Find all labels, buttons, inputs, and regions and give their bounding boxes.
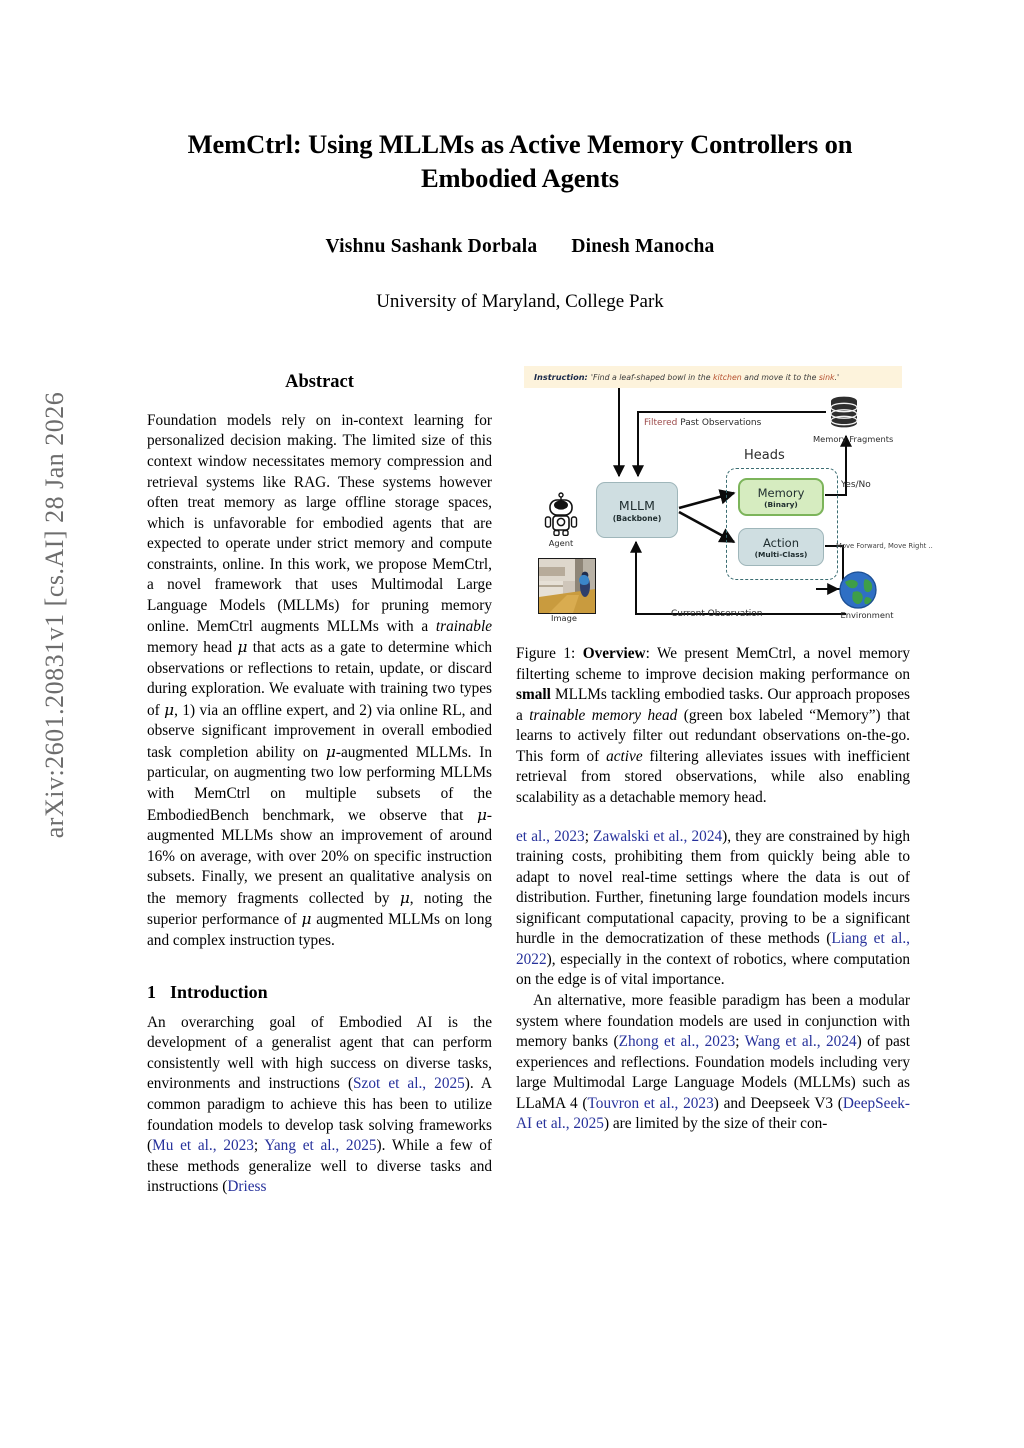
citation-link[interactable]: Zhong et al., 2023 (618, 1033, 736, 1051)
abstract-heading: Abstract (285, 372, 354, 392)
instruction-text-a: 'Find a leaf-shaped bowl in the (590, 372, 713, 382)
introduction-section (147, 980, 492, 1198)
abstract-paragraph (147, 411, 492, 952)
filtered-past-observations-label (644, 418, 761, 429)
citation-link[interactable]: et al., 2023 (516, 827, 585, 845)
mllm-backbone-box[interactable] (596, 482, 678, 538)
section-number: 1 (147, 981, 156, 1002)
figure-caption-t1: : We present MemCtrl, a novel memory filterting scheme to improve decision making performance on (516, 645, 910, 683)
robot-agent-icon (544, 492, 578, 536)
sep: ; (584, 827, 594, 845)
author-list (130, 236, 910, 258)
right-text-c: ), especially in the context of robotics, where computation on the edge is of vital importance. (516, 950, 910, 989)
author-name: Vishnu Sashank Dorbala (325, 235, 538, 257)
mu-symbol: μ (476, 805, 487, 824)
right-text-p2b: ) of past experiences and reflections. Foundation models including very large Multimodal Large Language Models (MLLMs) such as LLaMA 4 ( (516, 1033, 910, 1112)
globe-environment-icon (838, 570, 878, 610)
citation-link[interactable]: Szot et al., 2025 (353, 1075, 465, 1093)
figure-caption-prefix: Figure 1: (516, 645, 583, 662)
past-observations-word: Past Observations (677, 418, 762, 428)
action-head-box[interactable] (738, 528, 824, 566)
memory-fragments-label: Memory Fragments (813, 434, 894, 444)
memory-head-box[interactable] (738, 478, 824, 516)
memory-title: Memory (757, 485, 805, 500)
figure-caption-t2: MLLMs tackling embodied tasks. Our approach proposes a (516, 686, 910, 724)
mllm-subtitle: (Backbone) (612, 513, 662, 523)
mllm-title: MLLM (618, 497, 656, 513)
right-text-p2d: ) are limited by the size of their con- (603, 1115, 828, 1133)
figure-caption-bold-overview: Overview (582, 645, 646, 662)
abstract-text-b: memory head (147, 639, 238, 657)
mu-symbol: μ (325, 742, 336, 761)
section-title: Introduction (170, 981, 268, 1002)
action-subtitle: (Multi-Class) (754, 549, 808, 559)
mu-symbol: μ (301, 910, 312, 929)
figure-caption-bold-small: small (516, 686, 551, 704)
observation-thumbnail (538, 558, 596, 614)
instruction-highlight-kitchen: kitchen (712, 372, 742, 382)
figure-diagram (516, 362, 933, 634)
figure-caption-t4: filtering alleviates issues with inefficient retrieval from stored observations, while also enabling scalability as a detachable memory head. (516, 747, 910, 806)
figure-caption-italic-active: active (606, 747, 643, 765)
yes-no-label: Yes/No (841, 480, 871, 490)
intro-sep: ; (253, 1137, 265, 1155)
mu-symbol: μ (399, 888, 410, 907)
figure-caption-italic-head: trainable memory head (529, 706, 678, 724)
introduction-heading (147, 980, 492, 1004)
action-title: Action (762, 535, 800, 550)
abstract-text-a: Foundation models rely on in-context learning for personalized decision making. The limited size of this context window necessitates memory compression and retrieval systems like RAG. These systems however often treat memory as large offline storage spaces, which is unfavorable for embodied agents that are expected to operate under strict memory and compute constraints, online. In this work, we propose MemCtrl, a novel framework that uses Multimodal Large Language Models (MLLMs) for pruning memory online. MemCtrl augments MLLMs with a (147, 411, 492, 635)
sep: ; (735, 1033, 745, 1051)
image-label: Image (551, 613, 577, 623)
citation-link[interactable]: DeepSeek-AI et al., 2025 (516, 1094, 910, 1133)
figure-caption-t3: (green box labeled “Memory”) that learns to actively filter out redundant observations on-the-go. This form of (516, 706, 910, 765)
abstract-text-g: , noting the superior performance of (147, 889, 493, 929)
database-icon (826, 396, 862, 430)
abstract-text-c: that acts as a gate to determine which observations or reflections to retain, update, or discard during exploration. We evaluate with training two types of (147, 639, 492, 719)
left-column (147, 370, 492, 1198)
memory-subtitle: (Binary) (764, 499, 798, 509)
abstract-text-e: -augmented MLLMs. In particular, on augmenting two low performing MLLMs with MemCtrl on multiple subsets of the EmbodiedBench benchmark, we observe that (147, 743, 492, 824)
author-name: Dinesh Manocha (571, 235, 715, 257)
intro-text-a: An overarching goal of Embodied AI is the development of a generalist agent that can perform consistently well with high success on diverse tasks, environments and instructions ( (147, 1013, 492, 1093)
citation-link[interactable]: Yang et al., 2025 (264, 1137, 377, 1155)
action-outputs-label: Move Forward, Move Right .. (836, 542, 933, 550)
intro-text-b: ). A common paradigm to achieve this has been to utilize foundation models to develop task solving frameworks ( (147, 1075, 492, 1155)
intro-text-d: ). While a few of these methods generalize well to diverse tasks and instructions ( (147, 1137, 492, 1196)
instruction-text-b: and move it to the (741, 372, 819, 382)
citation-link[interactable]: Touvron et al., 2023 (587, 1094, 714, 1112)
right-text-p2a: An alternative, more feasible paradigm has been a modular system where foundation models are used in conjunction with memory banks ( (516, 992, 910, 1051)
introduction-paragraph (147, 1013, 492, 1198)
abstract-text-h: augmented MLLMs on long and complex instruction types. (147, 911, 492, 949)
arxiv-stamp: arXiv:2601.20831v1 [cs.AI] 28 Jan 2026 (40, 391, 69, 839)
right-text-b: ), they are constrained by high training costs, prohibiting them from quickly being able to adapt to novel real-time settings where the data is out of distribution. Further, finetuning large foundation models incurs significant computational capacity, proving to be a significant hurdle in the democratization of these methods ( (516, 827, 910, 948)
filtered-word: Filtered (644, 418, 678, 428)
abstract-text-f: -augmented MLLMs show an improvement of around 16% on average, with over 20% on specific instruction subsets. Finally, we present an qualitative analysis on the memory fragments collected by (147, 806, 492, 907)
right-column-body (516, 827, 910, 1135)
right-paragraph-1 (516, 827, 910, 992)
abstract-italic-trainable: trainable (435, 617, 492, 635)
heads-label: Heads (744, 448, 785, 463)
figure-caption (516, 644, 910, 809)
instruction-highlight-sink: sink (818, 372, 835, 382)
right-paragraph-2 (516, 991, 910, 1135)
figure-1 (516, 362, 933, 1135)
environment-label: Environment (840, 610, 894, 620)
page-title: MemCtrl: Using MLLMs as Active Memory Controllers on Embodied Agents (187, 129, 853, 193)
citation-link[interactable]: Wang et al., 2024 (744, 1033, 857, 1051)
agent-label: Agent (548, 538, 574, 548)
citation-link[interactable]: Zawalski et al., 2024 (593, 827, 723, 845)
current-observation-label: Current Observation (671, 609, 763, 619)
citation-link[interactable]: Liang et al., 2022 (516, 930, 910, 968)
citation-link[interactable]: Driess (227, 1178, 267, 1196)
citation-link[interactable]: Mu et al., 2023 (152, 1137, 254, 1155)
mu-symbol: μ (164, 700, 175, 719)
title-block (130, 128, 910, 313)
abstract-text-d: , 1) via an offline expert, and 2) via online RL, and observe significant improvement in overall embodied task completion ability on (147, 701, 492, 761)
mu-symbol: μ (237, 638, 248, 657)
instruction-label: Instruction: (534, 372, 588, 382)
instruction-text-c: .' (834, 372, 840, 382)
affiliation: University of Maryland, College Park (376, 290, 664, 312)
right-text-p2c: ) and Deepseek V3 ( (713, 1094, 843, 1112)
